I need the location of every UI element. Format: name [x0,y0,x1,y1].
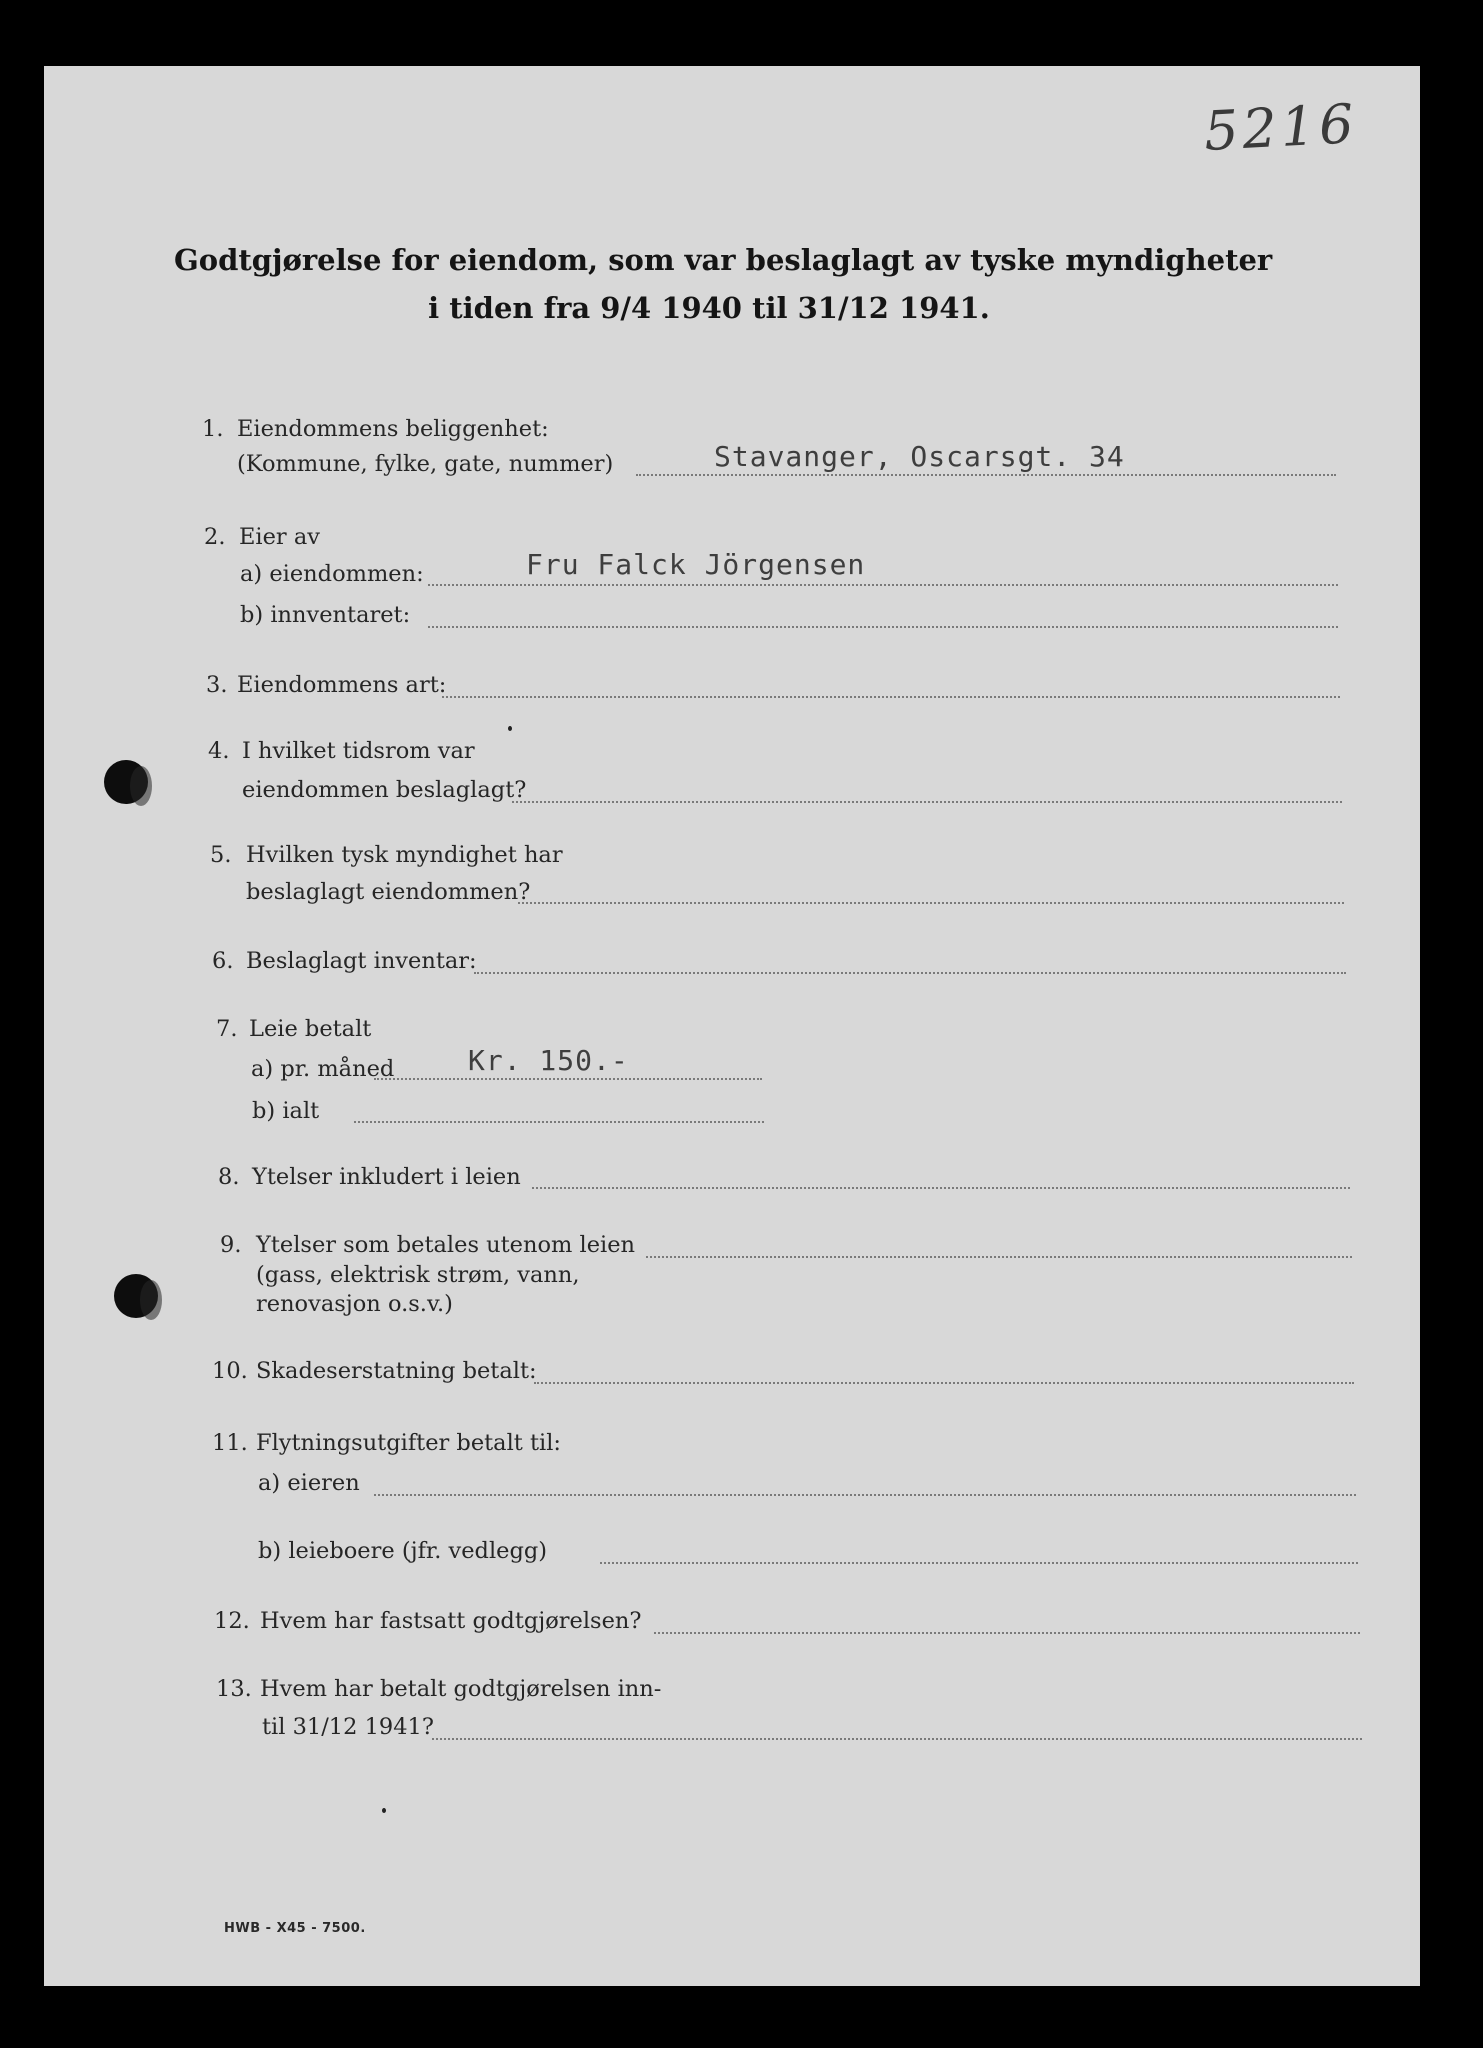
item-13-label: Hvem har betalt godtgjørelsen inn- [260,1676,662,1702]
item-1-number: 1. [202,416,224,442]
item-4-label: I hvilket tidsrom var [242,738,475,764]
item-10-label: Skadeserstatning betalt: [256,1358,537,1384]
item-6-number: 6. [212,948,234,974]
item-7b-answer-line [354,1121,764,1123]
item-10-answer-line [534,1382,1354,1384]
item-2a-label: a) eiendommen: [240,561,424,587]
item-9-sublabel-1: (gass, elektrisk strøm, vann, [256,1262,580,1288]
item-3-answer-line [442,696,1340,698]
item-7a-typed-answer: Kr. 150.- [468,1044,629,1077]
item-3-label: Eiendommens art: [237,672,447,698]
item-5-label: Hvilken tysk myndighet har [246,842,563,868]
item-11-number: 11. [212,1430,248,1456]
item-4-answer-line [512,801,1342,803]
item-11-label: Flytningsutgifter betalt til: [256,1430,561,1456]
item-6-label: Beslaglagt inventar: [246,948,477,974]
item-7a-label: a) pr. måned [251,1056,395,1082]
punch-hole-lower [114,1274,158,1318]
item-9-label: Ytelser som betales utenom leien [256,1232,636,1258]
item-13-sublabel: til 31/12 1941? [262,1714,434,1740]
item-8-label: Ytelser inkludert i leien [252,1164,521,1190]
ink-speck [508,726,512,731]
title-line-1: Godtgjørelse for eiendom, som var beslaglagt av tyske myndigheter [174,243,1273,277]
form-page [44,66,1420,1986]
punch-hole-upper [104,760,148,804]
item-7a-answer-line [374,1078,762,1080]
item-9-sublabel-2: renovasjon o.s.v.) [256,1291,453,1317]
form-title [174,236,1273,332]
item-7-number: 7. [216,1016,238,1042]
item-5-answer-line [518,902,1344,904]
item-7-label: Leie betalt [249,1016,372,1042]
item-13-number: 13. [216,1676,252,1702]
ink-speck [382,1808,386,1813]
item-2b-label: b) innventaret: [240,602,411,628]
item-1-sublabel: (Kommune, fylke, gate, nummer) [237,451,614,477]
item-11a-label: a) eieren [258,1470,360,1496]
printer-code: HWB - X45 - 7500. [224,1921,366,1936]
item-8-number: 8. [218,1164,240,1190]
item-7b-label: b) ialt [252,1098,320,1124]
item-6-answer-line [474,972,1346,974]
item-2-label: Eier av [239,524,320,550]
item-1-typed-answer: Stavanger, Oscarsgt. 34 [714,440,1125,473]
item-12-label: Hvem har fastsatt godtgjørelsen? [260,1608,642,1634]
item-3-number: 3. [206,672,228,698]
item-10-number: 10. [212,1358,248,1384]
item-8-answer-line [532,1187,1350,1189]
item-1-answer-line [636,474,1336,476]
item-5-sublabel: beslaglagt eiendommen? [246,879,531,905]
item-9-number: 9. [220,1232,242,1258]
item-12-answer-line [654,1632,1360,1634]
item-1-label: Eiendommens beliggenhet: [237,416,549,442]
item-4-number: 4. [208,738,230,764]
item-2-number: 2. [204,524,226,550]
item-13-answer-line [432,1738,1362,1740]
item-11a-answer-line [374,1494,1356,1496]
title-line-2: i tiden fra 9/4 1940 til 31/12 1941. [428,291,990,325]
item-2a-typed-answer: Fru Falck Jörgensen [526,548,866,581]
item-4-sublabel: eiendommen beslaglagt? [242,777,527,803]
item-5-number: 5. [210,842,232,868]
item-11b-answer-line [600,1562,1358,1564]
item-11b-label: b) leieboere (jfr. vedlegg) [258,1538,548,1564]
item-2a-answer-line [428,584,1338,586]
item-9-answer-line [646,1256,1352,1258]
handwritten-archive-number: 5216 [1202,92,1359,163]
item-2b-answer-line [428,626,1338,628]
item-12-number: 12. [214,1608,250,1634]
